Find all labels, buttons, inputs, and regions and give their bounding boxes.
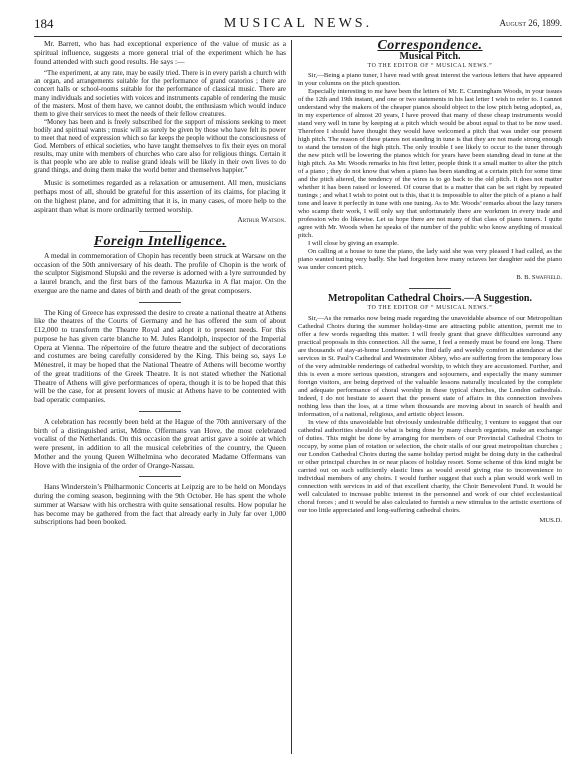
header-rule [34,36,562,37]
chopin-medal-item: A medal in commemoration of Chopin has recently been struck at Warsaw on the occasion of the 50th anniversary of his death. The profile of Chopin is the work of the sculptor Sigismond Slupski and the reverse is adorned with a lyre surrounded by a laurel branch, and the first bars of the famous Mazurka in A flat major. On the exergue are the name and dates of birth and death of the great composers. [34,250,286,295]
barrett-quote-1: “The experiment, at any rate, may be easily tried. There is in every parish a church with an organ, and arrangements suitable for the performance of grand oratorios ; there are concert halls or school-rooms suitable for the performance of classical music. There are many individuals and societies with voices and instruments capable of rendering the music of the masters. Most of them have, we cannot doubt, the enthusiasm which would induce them to give their services to meet the needs of their fellow creatures. [34,70,286,118]
right-column [298,40,562,525]
pitch-letter-p4: On calling at a house to tune the piano, the lady said she was very pleased I had called, as the piano wanted tuning very badly. She had forgotten how many octaves her daughter said the piano was under concert pitch. [298,248,562,272]
greek-theatre-item: The King of Greece has expressed the desire to create a national theatre at Athens like the theatres of the Courts of Germany and he has offered the sum of about £12,000 to transform the Theatre Royal and adopt it to present needs. For this purpose he has given carte blanche to M. Jules Randolph, inspector of the Imperial Opera at Vienna. The répertoire of the future theatre and the subject of decorations and costumes are being carefully considered by the King. This being so, says Le Ménestrel, it may be hoped that the National Theatre of Athens will become worthy of the great traditions of the Greek Theatre. It is not stated whether the National Theatre of Athens will give performances of opera, though it is to be hoped that this will be the case, for at present lovers of music at Athens have to be contented with bad operatic companies. [34,307,286,405]
barrett-quote-2: “Money has been and is freely subscribed for the support of missions seeking to meet bodily and spiritual wants ; music will as surely be given by those who have felt its power to meet that need of expression which so far keeps the people without the consciousness of God. Members of ethical societies, who have taught themselves to fix their eyes on moral results, may unite with members of churches who care also for religious things. Certain it is that people who are able to realise grand ideals will be likely in their own lives to do grand things, and doing them make the world better and themselves happier.” [34,118,286,175]
foreign-intelligence-heading: Foreign Intelligence. [93,234,227,250]
pitch-letter-p3: I will close by giving an example. [308,240,399,248]
choirs-letter-p2: In view of this unavoidable but obviously undesirable difficulty, I venture to suggest that our cathedral authorities should do what is being done by many church organists, make an exchange of duties. This might be done by arranging for members of our Provincial Cathedral Choirs to occupy, by some plan of rotation or selection, the choir stalls of our great metropolitan churches ; our London Cathedral Choirs during the same holiday period might be doing duty in the cathedral or other principal churches in or near places of holiday resort. Some scheme of this kind might be carried out on such sufficiently elastic lines as would avoid giving rise to inconvenience to individual members of any choirs. I would further suggest that such a plan would work well in connection with services in aid of that excellent charity, the Choir Benevolent Fund. It would be well calculated to increase public interest in the personnel and work of our chief ecclesiastical choral forces ; and it would be also calculated to furnish a new stimulus to the artistic exertions of our too little appreciated and long-suffering cathedral choirs. [298,418,562,514]
pitch-letter-addressee: TO THE EDITOR OF “ MUSICAL NEWS.” [367,62,493,69]
item-divider [139,476,181,477]
choirs-letter-p1: Sir,—As the remarks now being made regarding the unavoidable absence of our Metropolitan Cathedral Choirs during the summer holiday-time are attracting public attention, permit me to offer a few words regarding this matter. I will freely grant that grave difficulties surround any practical proposals in this connection. All the same, I feel a remedy must be found ere long. There are thousands of stay-at-home Londoners who find daily and weekly comfort in attendance at the services in St. Paul’s Cathedral and Westminster Abbey, who are suffering from the temporary loss of the very admirable renderings of cathedral worship, to which they are accustomed. Further, and this is even a more serious question, strangers and sojourners, and especially the many summer foreign visitors, are being deprived of the valuable lessons naturally inculcated by the complete and adequate performance of choral worship in these typical churches, the London cathedrals. Indeed, I do not hesitate to assert that the present state of affairs in this connection involves nothing less than the loss, at a time when thousands are moving about in search of health and information, of a national, religious, and artistic object lesson. [298,314,562,418]
page-number: 184 [34,16,54,31]
pitch-letter-signature: B. B. Swaffield. [516,274,562,282]
issue-date: August 26, 1899. [499,18,562,28]
column-divider [291,40,292,754]
choirs-letter-addressee: TO THE EDITOR OF “ MUSICAL NEWS.” [367,305,493,311]
barrett-intro: Mr. Barrett, who has had exceptional experience of the value of music as a spiritual influence, suggests a more general trial of the experiment which he has found attended with such good results. He says :— [34,39,286,66]
pitch-letter-title: Musical Pitch. [399,50,461,62]
page-header [34,16,562,34]
watson-signature: Arthur Watson. [237,215,286,225]
watson-conclusion: Music is sometimes regarded as a relaxation or amusement. All men, musicians perhaps most of all, should be grateful for this assertion of its claims, for placing it on the highest plane, and for admitting that it is, in many cases, of more help to the aspirant than what is more ordinarily termed worship. [34,178,286,214]
item-divider [139,411,181,412]
offermans-item: A celebration has recently been held at the Hague of the 70th anniversary of the birth of a distinguished artist, Mdme. Offermans van Hove, the most celebrated vocalist of the Netherlands. On this occasion the great artist gave a soirée at which were present, in addition to all the musical celebrities of the country, the Queen Mother and the young Queen Wilhelmina who decorated Madame Offermans van Hove with the insignia of the order of Orange-Nassau. [34,416,286,470]
letter-divider [409,288,451,289]
running-title: MUSICAL NEWS. [223,16,373,31]
left-column [34,40,286,527]
winderstein-item: Hans Winderstein’s Philharmonic Concerts at Leipzig are to be held on Mondays during the coming season, beginning with the 9th October. He has spent the whole summer at Warsaw with his orchestra with quite sensational results. How popular he has become may be gathered from the fact that already early in July far over 1,000 subscriptions had been booked. [34,482,286,527]
pitch-letter-p2: Especially interesting to me have been the letters of Mr. E. Cunningham Woods, in your issues of the 12th and 19th instant, and one or two statements in his last letter I wish to refer to. I cannot understand why the makers of the cheaper pianos should object to the low pitch being adopted, as, in my experience of almost 20 years, I have proved that many of these cheap instruments would stand very well in tune by keeping at a pitch which would be about equal to that to be now used. Therefore I should have thought they would have welcomed a pitch that was under our present high pitch. The reason of these pianos not standing in tune is that they are not made strong enough to stand the tension of the high pitch. The only trouble I see likely to occur to the tuner through the new pitch will be lowering the pianos which for years have been standing dead in tune at the high pitch. As Mr. Woods remarks in his first letter, people think it a small matter to alter the pitch of a piano ; they do not know that when a piano has been standing at a certain pitch for some time and the pitch altered, the tendency of the wires is to go back to the old pitch. It does not matter whether it has been raised or lowered. Of course that is a matter that can be set right by repeated tunings ; and what I wish to point out is this, that it is impossible to alter the pitch of a piano a half tone and leave it perfectly in tune with one tuning. As to Mr. Woods’ remarks about the lazy tuners who scamp their work, I will only say that unfortunately there are workmen in every trade and profession who do likewise. Let us hope there are not many of that class of piano tuners. I quite agree with Mr. Woods when he speaks of the number of the public who know anything of musical pitch. [298,88,562,240]
choirs-letter-title: Metropolitan Cathedral Choirs.—A Suggestion. [328,293,532,305]
correspondence-heading: Correspondence. [377,38,483,53]
item-divider [139,302,181,303]
section-divider [139,231,181,232]
choirs-letter-signature: MUS.D. [539,516,562,524]
pitch-letter-p1: Sir,—Being a piano tuner, I have read with great interest the various letters that have appeared in your columns on the pitch question. [298,72,562,88]
